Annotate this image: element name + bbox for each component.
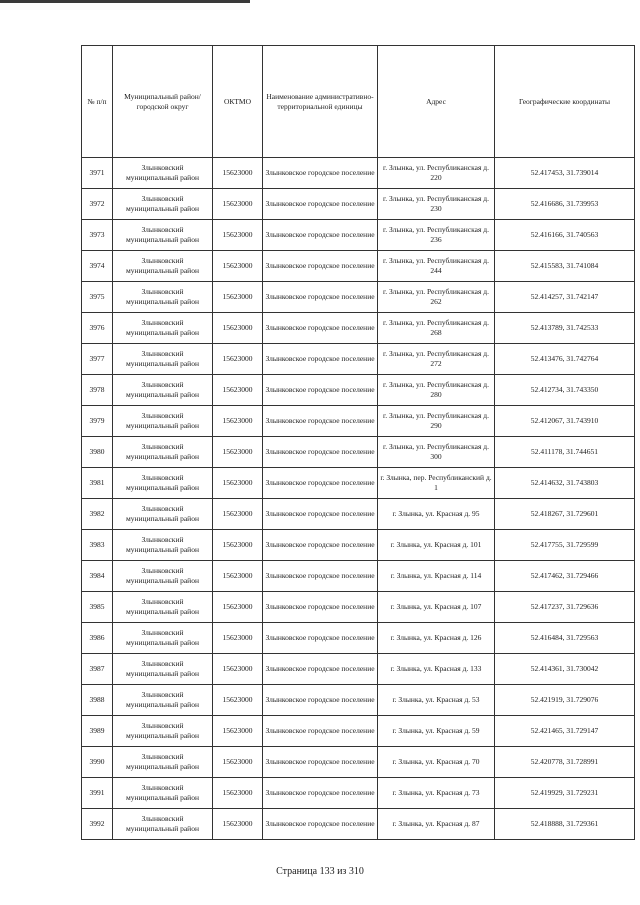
cell-district: Злынковский муниципальный район bbox=[113, 623, 213, 654]
cell-address: г. Злынка, ул. Республиканская д. 244 bbox=[378, 251, 495, 282]
cell-unit: Злынковское городское поселение bbox=[263, 251, 378, 282]
cell-num: 3979 bbox=[82, 406, 113, 437]
cell-district: Злынковский муниципальный район bbox=[113, 251, 213, 282]
cell-address: г. Злынка, ул. Красная д. 133 bbox=[378, 654, 495, 685]
cell-oktmo: 15623000 bbox=[213, 809, 263, 840]
cell-num: 3989 bbox=[82, 716, 113, 747]
table-row bbox=[82, 437, 635, 468]
header-num: № п/п bbox=[82, 46, 113, 158]
cell-num: 3976 bbox=[82, 313, 113, 344]
cell-district: Злынковский муниципальный район bbox=[113, 778, 213, 809]
cell-address: г. Злынка, ул. Красная д. 73 bbox=[378, 778, 495, 809]
cell-coords: 52.413789, 31.742533 bbox=[495, 313, 635, 344]
cell-num: 3990 bbox=[82, 747, 113, 778]
table-row bbox=[82, 716, 635, 747]
cell-coords: 52.418888, 31.729361 bbox=[495, 809, 635, 840]
cell-district: Злынковский муниципальный район bbox=[113, 406, 213, 437]
cell-oktmo: 15623000 bbox=[213, 189, 263, 220]
cell-district: Злынковский муниципальный район bbox=[113, 747, 213, 778]
cell-num: 3984 bbox=[82, 561, 113, 592]
table-row bbox=[82, 468, 635, 499]
cell-unit: Злынковское городское поселение bbox=[263, 499, 378, 530]
cell-oktmo: 15623000 bbox=[213, 375, 263, 406]
cell-district: Злынковский муниципальный район bbox=[113, 344, 213, 375]
cell-unit: Злынковское городское поселение bbox=[263, 623, 378, 654]
cell-num: 3983 bbox=[82, 530, 113, 561]
cell-district: Злынковский муниципальный район bbox=[113, 685, 213, 716]
cell-oktmo: 15623000 bbox=[213, 747, 263, 778]
cell-num: 3980 bbox=[82, 437, 113, 468]
cell-unit: Злынковское городское поселение bbox=[263, 220, 378, 251]
cell-num: 3985 bbox=[82, 592, 113, 623]
cell-oktmo: 15623000 bbox=[213, 282, 263, 313]
header-district: Муниципальный район/городской округ bbox=[113, 46, 213, 158]
cell-oktmo: 15623000 bbox=[213, 220, 263, 251]
table-row bbox=[82, 530, 635, 561]
cell-coords: 52.419929, 31.729231 bbox=[495, 778, 635, 809]
cell-unit: Злынковское городское поселение bbox=[263, 189, 378, 220]
cell-address: г. Злынка, ул. Красная д. 114 bbox=[378, 561, 495, 592]
top-rule bbox=[0, 0, 250, 3]
cell-coords: 52.411178, 31.744651 bbox=[495, 437, 635, 468]
cell-district: Злынковский муниципальный район bbox=[113, 716, 213, 747]
cell-num: 3975 bbox=[82, 282, 113, 313]
cell-address: г. Злынка, ул. Республиканская д. 290 bbox=[378, 406, 495, 437]
cell-coords: 52.414257, 31.742147 bbox=[495, 282, 635, 313]
cell-coords: 52.415583, 31.741084 bbox=[495, 251, 635, 282]
table-row bbox=[82, 809, 635, 840]
cell-district: Злынковский муниципальный район bbox=[113, 313, 213, 344]
cell-unit: Злынковское городское поселение bbox=[263, 406, 378, 437]
page-number: Страница 133 из 310 bbox=[276, 866, 364, 877]
cell-oktmo: 15623000 bbox=[213, 778, 263, 809]
cell-coords: 52.417755, 31.729599 bbox=[495, 530, 635, 561]
cell-address: г. Злынка, ул. Красная д. 126 bbox=[378, 623, 495, 654]
table-row bbox=[82, 592, 635, 623]
table-header-row bbox=[82, 46, 635, 158]
cell-oktmo: 15623000 bbox=[213, 468, 263, 499]
cell-unit: Злынковское городское поселение bbox=[263, 530, 378, 561]
cell-district: Злынковский муниципальный район bbox=[113, 437, 213, 468]
cell-unit: Злынковское городское поселение bbox=[263, 592, 378, 623]
cell-district: Злынковский муниципальный район bbox=[113, 375, 213, 406]
cell-num: 3982 bbox=[82, 499, 113, 530]
cell-oktmo: 15623000 bbox=[213, 530, 263, 561]
cell-oktmo: 15623000 bbox=[213, 437, 263, 468]
header-oktmo: ОКТМО bbox=[213, 46, 263, 158]
cell-address: г. Злынка, ул. Красная д. 59 bbox=[378, 716, 495, 747]
header-address: Адрес bbox=[378, 46, 495, 158]
address-table bbox=[81, 45, 635, 840]
table-row bbox=[82, 375, 635, 406]
cell-coords: 52.421919, 31.729076 bbox=[495, 685, 635, 716]
cell-oktmo: 15623000 bbox=[213, 313, 263, 344]
table-row bbox=[82, 251, 635, 282]
cell-address: г. Злынка, ул. Красная д. 87 bbox=[378, 809, 495, 840]
cell-num: 3987 bbox=[82, 654, 113, 685]
cell-coords: 52.416686, 31.739953 bbox=[495, 189, 635, 220]
cell-address: г. Злынка, ул. Республиканская д. 236 bbox=[378, 220, 495, 251]
cell-coords: 52.417453, 31.739014 bbox=[495, 158, 635, 189]
cell-unit: Злынковское городское поселение bbox=[263, 809, 378, 840]
table-row bbox=[82, 747, 635, 778]
cell-num: 3971 bbox=[82, 158, 113, 189]
cell-address: г. Злынка, ул. Красная д. 70 bbox=[378, 747, 495, 778]
table-row bbox=[82, 654, 635, 685]
cell-unit: Злынковское городское поселение bbox=[263, 778, 378, 809]
cell-oktmo: 15623000 bbox=[213, 158, 263, 189]
table-body bbox=[82, 158, 635, 840]
cell-coords: 52.417237, 31.729636 bbox=[495, 592, 635, 623]
table-row bbox=[82, 778, 635, 809]
cell-oktmo: 15623000 bbox=[213, 561, 263, 592]
table-row bbox=[82, 158, 635, 189]
cell-oktmo: 15623000 bbox=[213, 623, 263, 654]
cell-num: 3974 bbox=[82, 251, 113, 282]
cell-unit: Злынковское городское поселение bbox=[263, 437, 378, 468]
table-row bbox=[82, 344, 635, 375]
table-row bbox=[82, 561, 635, 592]
cell-num: 3981 bbox=[82, 468, 113, 499]
table-row bbox=[82, 623, 635, 654]
cell-unit: Злынковское городское поселение bbox=[263, 468, 378, 499]
cell-num: 3986 bbox=[82, 623, 113, 654]
cell-district: Злынковский муниципальный район bbox=[113, 809, 213, 840]
cell-address: г. Злынка, ул. Республиканская д. 220 bbox=[378, 158, 495, 189]
cell-district: Злынковский муниципальный район bbox=[113, 592, 213, 623]
cell-num: 3978 bbox=[82, 375, 113, 406]
cell-oktmo: 15623000 bbox=[213, 406, 263, 437]
cell-district: Злынковский муниципальный район bbox=[113, 158, 213, 189]
cell-coords: 52.412734, 31.743350 bbox=[495, 375, 635, 406]
cell-district: Злынковский муниципальный район bbox=[113, 561, 213, 592]
cell-oktmo: 15623000 bbox=[213, 654, 263, 685]
cell-num: 3977 bbox=[82, 344, 113, 375]
cell-coords: 52.412067, 31.743910 bbox=[495, 406, 635, 437]
cell-oktmo: 15623000 bbox=[213, 499, 263, 530]
header-coords: Географические координаты bbox=[495, 46, 635, 158]
cell-district: Злынковский муниципальный район bbox=[113, 468, 213, 499]
cell-oktmo: 15623000 bbox=[213, 251, 263, 282]
header-unit: Наименование административно-территориальной единицы bbox=[263, 46, 378, 158]
cell-unit: Злынковское городское поселение bbox=[263, 158, 378, 189]
cell-address: г. Злынка, пер. Республиканский д. 1 bbox=[378, 468, 495, 499]
cell-coords: 52.416484, 31.729563 bbox=[495, 623, 635, 654]
cell-unit: Злынковское городское поселение bbox=[263, 344, 378, 375]
cell-unit: Злынковское городское поселение bbox=[263, 654, 378, 685]
cell-address: г. Злынка, ул. Республиканская д. 280 bbox=[378, 375, 495, 406]
cell-oktmo: 15623000 bbox=[213, 592, 263, 623]
table-row bbox=[82, 499, 635, 530]
table-row bbox=[82, 313, 635, 344]
cell-num: 3988 bbox=[82, 685, 113, 716]
cell-district: Злынковский муниципальный район bbox=[113, 282, 213, 313]
cell-unit: Злынковское городское поселение bbox=[263, 747, 378, 778]
cell-coords: 52.417462, 31.729466 bbox=[495, 561, 635, 592]
cell-coords: 52.414361, 31.730042 bbox=[495, 654, 635, 685]
table-row bbox=[82, 220, 635, 251]
cell-oktmo: 15623000 bbox=[213, 716, 263, 747]
cell-address: г. Злынка, ул. Республиканская д. 268 bbox=[378, 313, 495, 344]
cell-unit: Злынковское городское поселение bbox=[263, 561, 378, 592]
cell-address: г. Злынка, ул. Красная д. 53 bbox=[378, 685, 495, 716]
cell-unit: Злынковское городское поселение bbox=[263, 716, 378, 747]
cell-address: г. Злынка, ул. Республиканская д. 272 bbox=[378, 344, 495, 375]
cell-coords: 52.421465, 31.729147 bbox=[495, 716, 635, 747]
cell-num: 3991 bbox=[82, 778, 113, 809]
cell-coords: 52.420778, 31.728991 bbox=[495, 747, 635, 778]
cell-coords: 52.416166, 31.740563 bbox=[495, 220, 635, 251]
table-row bbox=[82, 685, 635, 716]
table-row bbox=[82, 406, 635, 437]
cell-unit: Злынковское городское поселение bbox=[263, 313, 378, 344]
cell-district: Злынковский муниципальный район bbox=[113, 530, 213, 561]
cell-address: г. Злынка, ул. Республиканская д. 262 bbox=[378, 282, 495, 313]
cell-address: г. Злынка, ул. Республиканская д. 300 bbox=[378, 437, 495, 468]
cell-num: 3973 bbox=[82, 220, 113, 251]
cell-district: Злынковский муниципальный район bbox=[113, 189, 213, 220]
cell-num: 3972 bbox=[82, 189, 113, 220]
cell-oktmo: 15623000 bbox=[213, 685, 263, 716]
cell-address: г. Злынка, ул. Республиканская д. 230 bbox=[378, 189, 495, 220]
cell-address: г. Злынка, ул. Красная д. 95 bbox=[378, 499, 495, 530]
cell-coords: 52.418267, 31.729601 bbox=[495, 499, 635, 530]
cell-oktmo: 15623000 bbox=[213, 344, 263, 375]
cell-address: г. Злынка, ул. Красная д. 101 bbox=[378, 530, 495, 561]
cell-unit: Злынковское городское поселение bbox=[263, 375, 378, 406]
cell-district: Злынковский муниципальный район bbox=[113, 499, 213, 530]
cell-coords: 52.414632, 31.743803 bbox=[495, 468, 635, 499]
table-row bbox=[82, 282, 635, 313]
table-row bbox=[82, 189, 635, 220]
cell-coords: 52.413476, 31.742764 bbox=[495, 344, 635, 375]
cell-unit: Злынковское городское поселение bbox=[263, 685, 378, 716]
cell-district: Злынковский муниципальный район bbox=[113, 220, 213, 251]
cell-address: г. Злынка, ул. Красная д. 107 bbox=[378, 592, 495, 623]
cell-num: 3992 bbox=[82, 809, 113, 840]
cell-district: Злынковский муниципальный район bbox=[113, 654, 213, 685]
cell-unit: Злынковское городское поселение bbox=[263, 282, 378, 313]
